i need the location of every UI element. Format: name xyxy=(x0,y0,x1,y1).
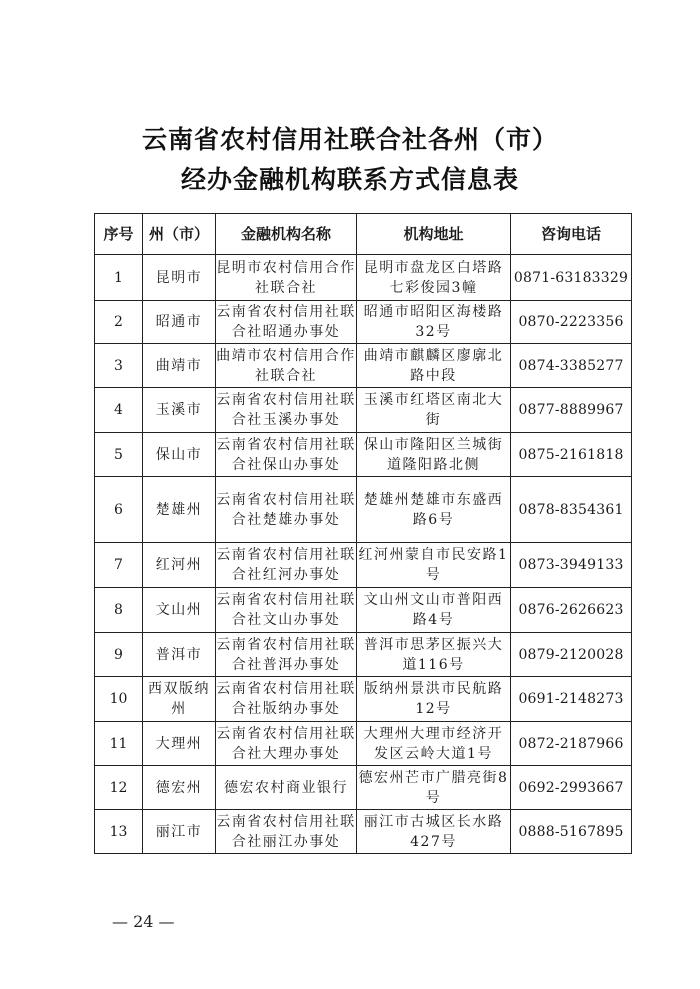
row-institution-name: 昆明市农村信用合作社联合社 xyxy=(216,255,357,301)
row-serial-number: 3 xyxy=(95,344,143,388)
row-region: 普洱市 xyxy=(143,633,216,677)
row-address: 昭通市昭阳区海楼路32号 xyxy=(357,301,511,344)
row-serial-number: 11 xyxy=(95,722,143,766)
row-region: 德宏州 xyxy=(143,766,216,810)
row-phone: 0874-3385277 xyxy=(511,344,632,388)
table-row xyxy=(95,433,632,477)
row-phone: 0879-2120028 xyxy=(511,633,632,677)
row-phone: 0692-2993667 xyxy=(511,766,632,810)
row-region: 曲靖市 xyxy=(143,344,216,388)
row-institution-name: 云南省农村信用社联合社文山办事处 xyxy=(216,588,357,633)
row-serial-number: 5 xyxy=(95,433,143,477)
table-row xyxy=(95,633,632,677)
row-phone: 0876-2626623 xyxy=(511,588,632,633)
row-institution-name: 云南省农村信用社联合社版纳办事处 xyxy=(216,677,357,722)
header-phone: 咨询电话 xyxy=(511,214,632,255)
row-institution-name: 云南省农村信用社联合社普洱办事处 xyxy=(216,633,357,677)
row-institution-name: 云南省农村信用社联合社玉溪办事处 xyxy=(216,388,357,433)
row-serial-number: 10 xyxy=(95,677,143,722)
row-address: 文山州文山市普阳西路4号 xyxy=(357,588,511,633)
row-serial-number: 1 xyxy=(95,255,143,301)
document-title-line-1: 云南省农村信用社联合社各州（市） xyxy=(141,125,558,154)
table-row xyxy=(95,477,632,543)
row-address: 版纳州景洪市民航路12号 xyxy=(357,677,511,722)
row-address: 保山市隆阳区兰城街道隆阳路北侧 xyxy=(357,433,511,477)
row-serial-number: 12 xyxy=(95,766,143,810)
row-institution-name: 云南省农村信用社联合社大理办事处 xyxy=(216,722,357,766)
row-address: 楚雄州楚雄市东盛西路6号 xyxy=(357,477,511,543)
row-address: 昆明市盘龙区白塔路七彩俊园3幢 xyxy=(357,255,511,301)
row-serial-number: 8 xyxy=(95,588,143,633)
row-address: 玉溪市红塔区南北大街 xyxy=(357,388,511,433)
row-phone: 0691-2148273 xyxy=(511,677,632,722)
row-serial-number: 4 xyxy=(95,388,143,433)
row-region: 玉溪市 xyxy=(143,388,216,433)
row-region: 保山市 xyxy=(143,433,216,477)
row-institution-name: 德宏农村商业银行 xyxy=(216,766,357,810)
table-row xyxy=(95,344,632,388)
row-region: 红河州 xyxy=(143,543,216,588)
row-region: 楚雄州 xyxy=(143,477,216,543)
row-region: 大理州 xyxy=(143,722,216,766)
page-number: — 24 — xyxy=(112,912,175,931)
row-serial-number: 13 xyxy=(95,810,143,854)
table-row xyxy=(95,301,632,344)
table-row xyxy=(95,255,632,301)
row-institution-name: 云南省农村信用社联合社红河办事处 xyxy=(216,543,357,588)
row-serial-number: 2 xyxy=(95,301,143,344)
header-serial-number: 序号 xyxy=(95,214,143,255)
row-phone: 0878-8354361 xyxy=(511,477,632,543)
table-header-row xyxy=(95,214,632,255)
row-institution-name: 云南省农村信用社联合社昭通办事处 xyxy=(216,301,357,344)
row-serial-number: 9 xyxy=(95,633,143,677)
table-row xyxy=(95,388,632,433)
table-row xyxy=(95,543,632,588)
row-serial-number: 6 xyxy=(95,477,143,543)
row-phone: 0872-2187966 xyxy=(511,722,632,766)
row-address: 大理州大理市经济开发区云岭大道1号 xyxy=(357,722,511,766)
row-institution-name: 云南省农村信用社联合社保山办事处 xyxy=(216,433,357,477)
contact-info-table xyxy=(94,213,632,854)
row-phone: 0877-8889967 xyxy=(511,388,632,433)
header-address: 机构地址 xyxy=(357,214,511,255)
row-phone: 0875-2161818 xyxy=(511,433,632,477)
row-serial-number: 7 xyxy=(95,543,143,588)
table-row xyxy=(95,588,632,633)
row-region: 文山州 xyxy=(143,588,216,633)
row-region: 昭通市 xyxy=(143,301,216,344)
table-row xyxy=(95,722,632,766)
row-region: 昆明市 xyxy=(143,255,216,301)
row-institution-name: 曲靖市农村信用合作社联合社 xyxy=(216,344,357,388)
row-phone: 0870-2223356 xyxy=(511,301,632,344)
table-row xyxy=(95,810,632,854)
row-address: 曲靖市麒麟区廖廓北路中段 xyxy=(357,344,511,388)
row-region: 西双版纳州 xyxy=(143,677,216,722)
header-region: 州（市） xyxy=(143,214,216,255)
row-address: 红河州蒙自市民安路1号 xyxy=(357,543,511,588)
table-row xyxy=(95,766,632,810)
row-institution-name: 云南省农村信用社联合社丽江办事处 xyxy=(216,810,357,854)
document-title-line-2: 经办金融机构联系方式信息表 xyxy=(180,165,519,194)
row-phone: 0873-3949133 xyxy=(511,543,632,588)
row-address: 普洱市思茅区振兴大道116号 xyxy=(357,633,511,677)
row-address: 德宏州芒市广腊亮街8号 xyxy=(357,766,511,810)
row-institution-name: 云南省农村信用社联合社楚雄办事处 xyxy=(216,477,357,543)
row-phone: 0871-63183329 xyxy=(511,255,632,301)
header-institution-name: 金融机构名称 xyxy=(216,214,357,255)
table-row xyxy=(95,677,632,722)
row-address: 丽江市古城区长水路427号 xyxy=(357,810,511,854)
row-phone: 0888-5167895 xyxy=(511,810,632,854)
row-region: 丽江市 xyxy=(143,810,216,854)
